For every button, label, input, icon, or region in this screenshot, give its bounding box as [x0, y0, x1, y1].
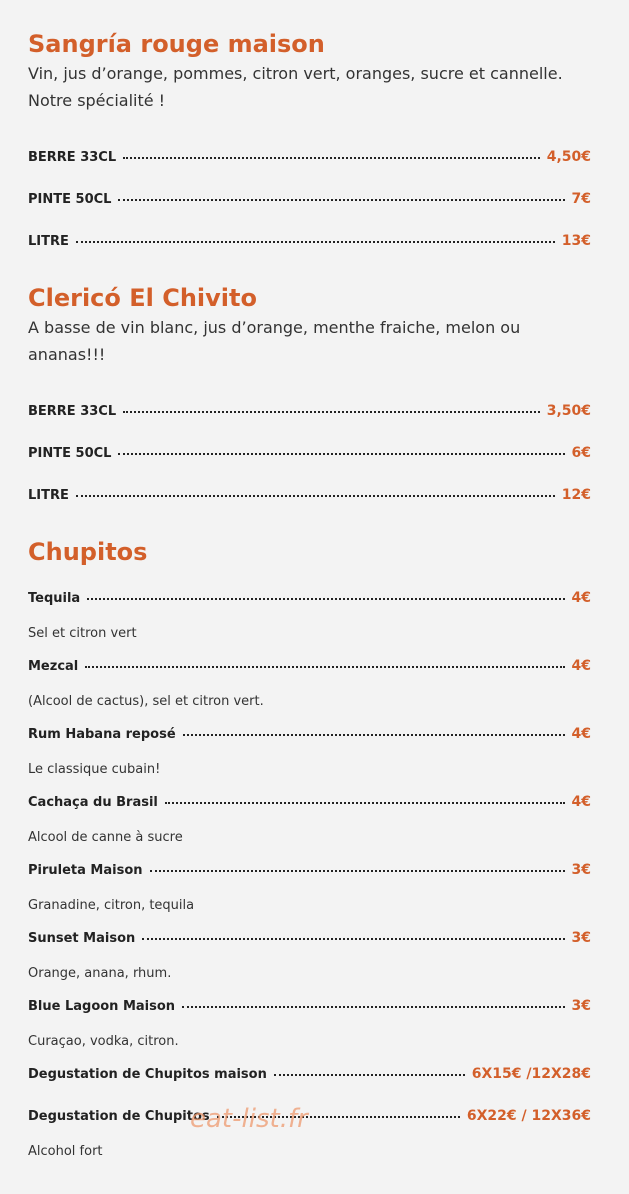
item-name: Tequila — [28, 590, 81, 606]
item-price: 4€ — [571, 658, 591, 674]
item-price: 4€ — [571, 590, 591, 606]
dotted-leader — [123, 411, 540, 413]
menu-item — [28, 442, 591, 464]
menu-item — [28, 484, 591, 506]
dotted-leader — [142, 938, 564, 940]
menu-item — [28, 587, 591, 609]
dotted-leader — [76, 241, 555, 243]
item-name: Mezcal — [28, 658, 79, 674]
item-price: 3€ — [571, 998, 591, 1014]
dotted-leader — [150, 870, 565, 872]
menu-item — [28, 791, 591, 813]
section-title-chupitos: Chupitos — [28, 538, 148, 566]
dotted-leader — [182, 1006, 564, 1008]
item-detail: Alcool de canne à sucre — [28, 830, 183, 845]
item-detail: Le classique cubain! — [28, 762, 161, 777]
menu-item — [28, 230, 591, 252]
dotted-leader — [165, 802, 565, 804]
menu-item — [28, 188, 591, 210]
section-description-clerico: A basse de vin blanc, jus d’orange, menthe fraiche, melon ou ananas!!! — [28, 318, 521, 364]
item-price: 4€ — [571, 794, 591, 810]
menu-item — [28, 927, 591, 949]
item-name: PINTE 50CL — [28, 191, 112, 207]
item-name: PINTE 50CL — [28, 445, 112, 461]
item-name: Degustation de Chupitos — [28, 1108, 210, 1124]
item-detail: Sel et citron vert — [28, 626, 137, 641]
item-name: Sunset Maison — [28, 930, 136, 946]
item-price: 6€ — [571, 445, 591, 461]
dotted-leader — [85, 666, 564, 668]
item-price: 3€ — [571, 930, 591, 946]
item-price: 13€ — [561, 233, 591, 249]
dotted-leader — [118, 453, 564, 455]
menu-item — [28, 859, 591, 881]
item-detail: Alcohol fort — [28, 1144, 103, 1159]
watermark: eat-list.fr — [190, 1104, 308, 1134]
item-price: 3€ — [571, 862, 591, 878]
item-name: BERRE 33CL — [28, 403, 117, 419]
item-price: 4€ — [571, 726, 591, 742]
item-name: Piruleta Maison — [28, 862, 143, 878]
menu-item — [28, 400, 591, 422]
item-detail: Granadine, citron, tequila — [28, 898, 195, 913]
item-price: 7€ — [571, 191, 591, 207]
item-price: 6X22€ / 12X36€ — [466, 1108, 591, 1124]
menu-item — [28, 1105, 591, 1127]
item-name: LITRE — [28, 487, 69, 503]
menu-item — [28, 655, 591, 677]
menu-item — [28, 146, 591, 168]
item-price: 12€ — [561, 487, 591, 503]
menu-item — [28, 723, 591, 745]
item-name: Cachaça du Brasil — [28, 794, 158, 810]
dotted-leader — [87, 598, 564, 600]
dotted-leader — [76, 495, 555, 497]
item-name: Rum Habana reposé — [28, 726, 176, 742]
item-price: 6X15€ /12X28€ — [471, 1066, 591, 1082]
dotted-leader — [183, 734, 565, 736]
item-price: 3,50€ — [546, 403, 591, 419]
item-name: LITRE — [28, 233, 69, 249]
item-detail: Orange, anana, rhum. — [28, 966, 172, 981]
section-description-sangria: Vin, jus d’orange, pommes, citron vert, oranges, sucre et cannelle. Notre spécialité ! — [28, 64, 563, 110]
dotted-leader — [118, 199, 564, 201]
item-detail: Curaçao, vodka, citron. — [28, 1034, 179, 1049]
item-name: Blue Lagoon Maison — [28, 998, 176, 1014]
item-detail: (Alcool de cactus), sel et citron vert. — [28, 694, 264, 709]
dotted-leader — [123, 157, 540, 159]
menu-item — [28, 995, 591, 1017]
item-name: BERRE 33CL — [28, 149, 117, 165]
item-price: 4,50€ — [546, 149, 591, 165]
dotted-leader — [274, 1074, 465, 1076]
menu-item — [28, 1063, 591, 1085]
item-name: Degustation de Chupitos maison — [28, 1066, 267, 1082]
section-title-clerico: Clericó El Chivito — [28, 284, 257, 312]
section-title-sangria: Sangría rouge maison — [28, 30, 325, 58]
